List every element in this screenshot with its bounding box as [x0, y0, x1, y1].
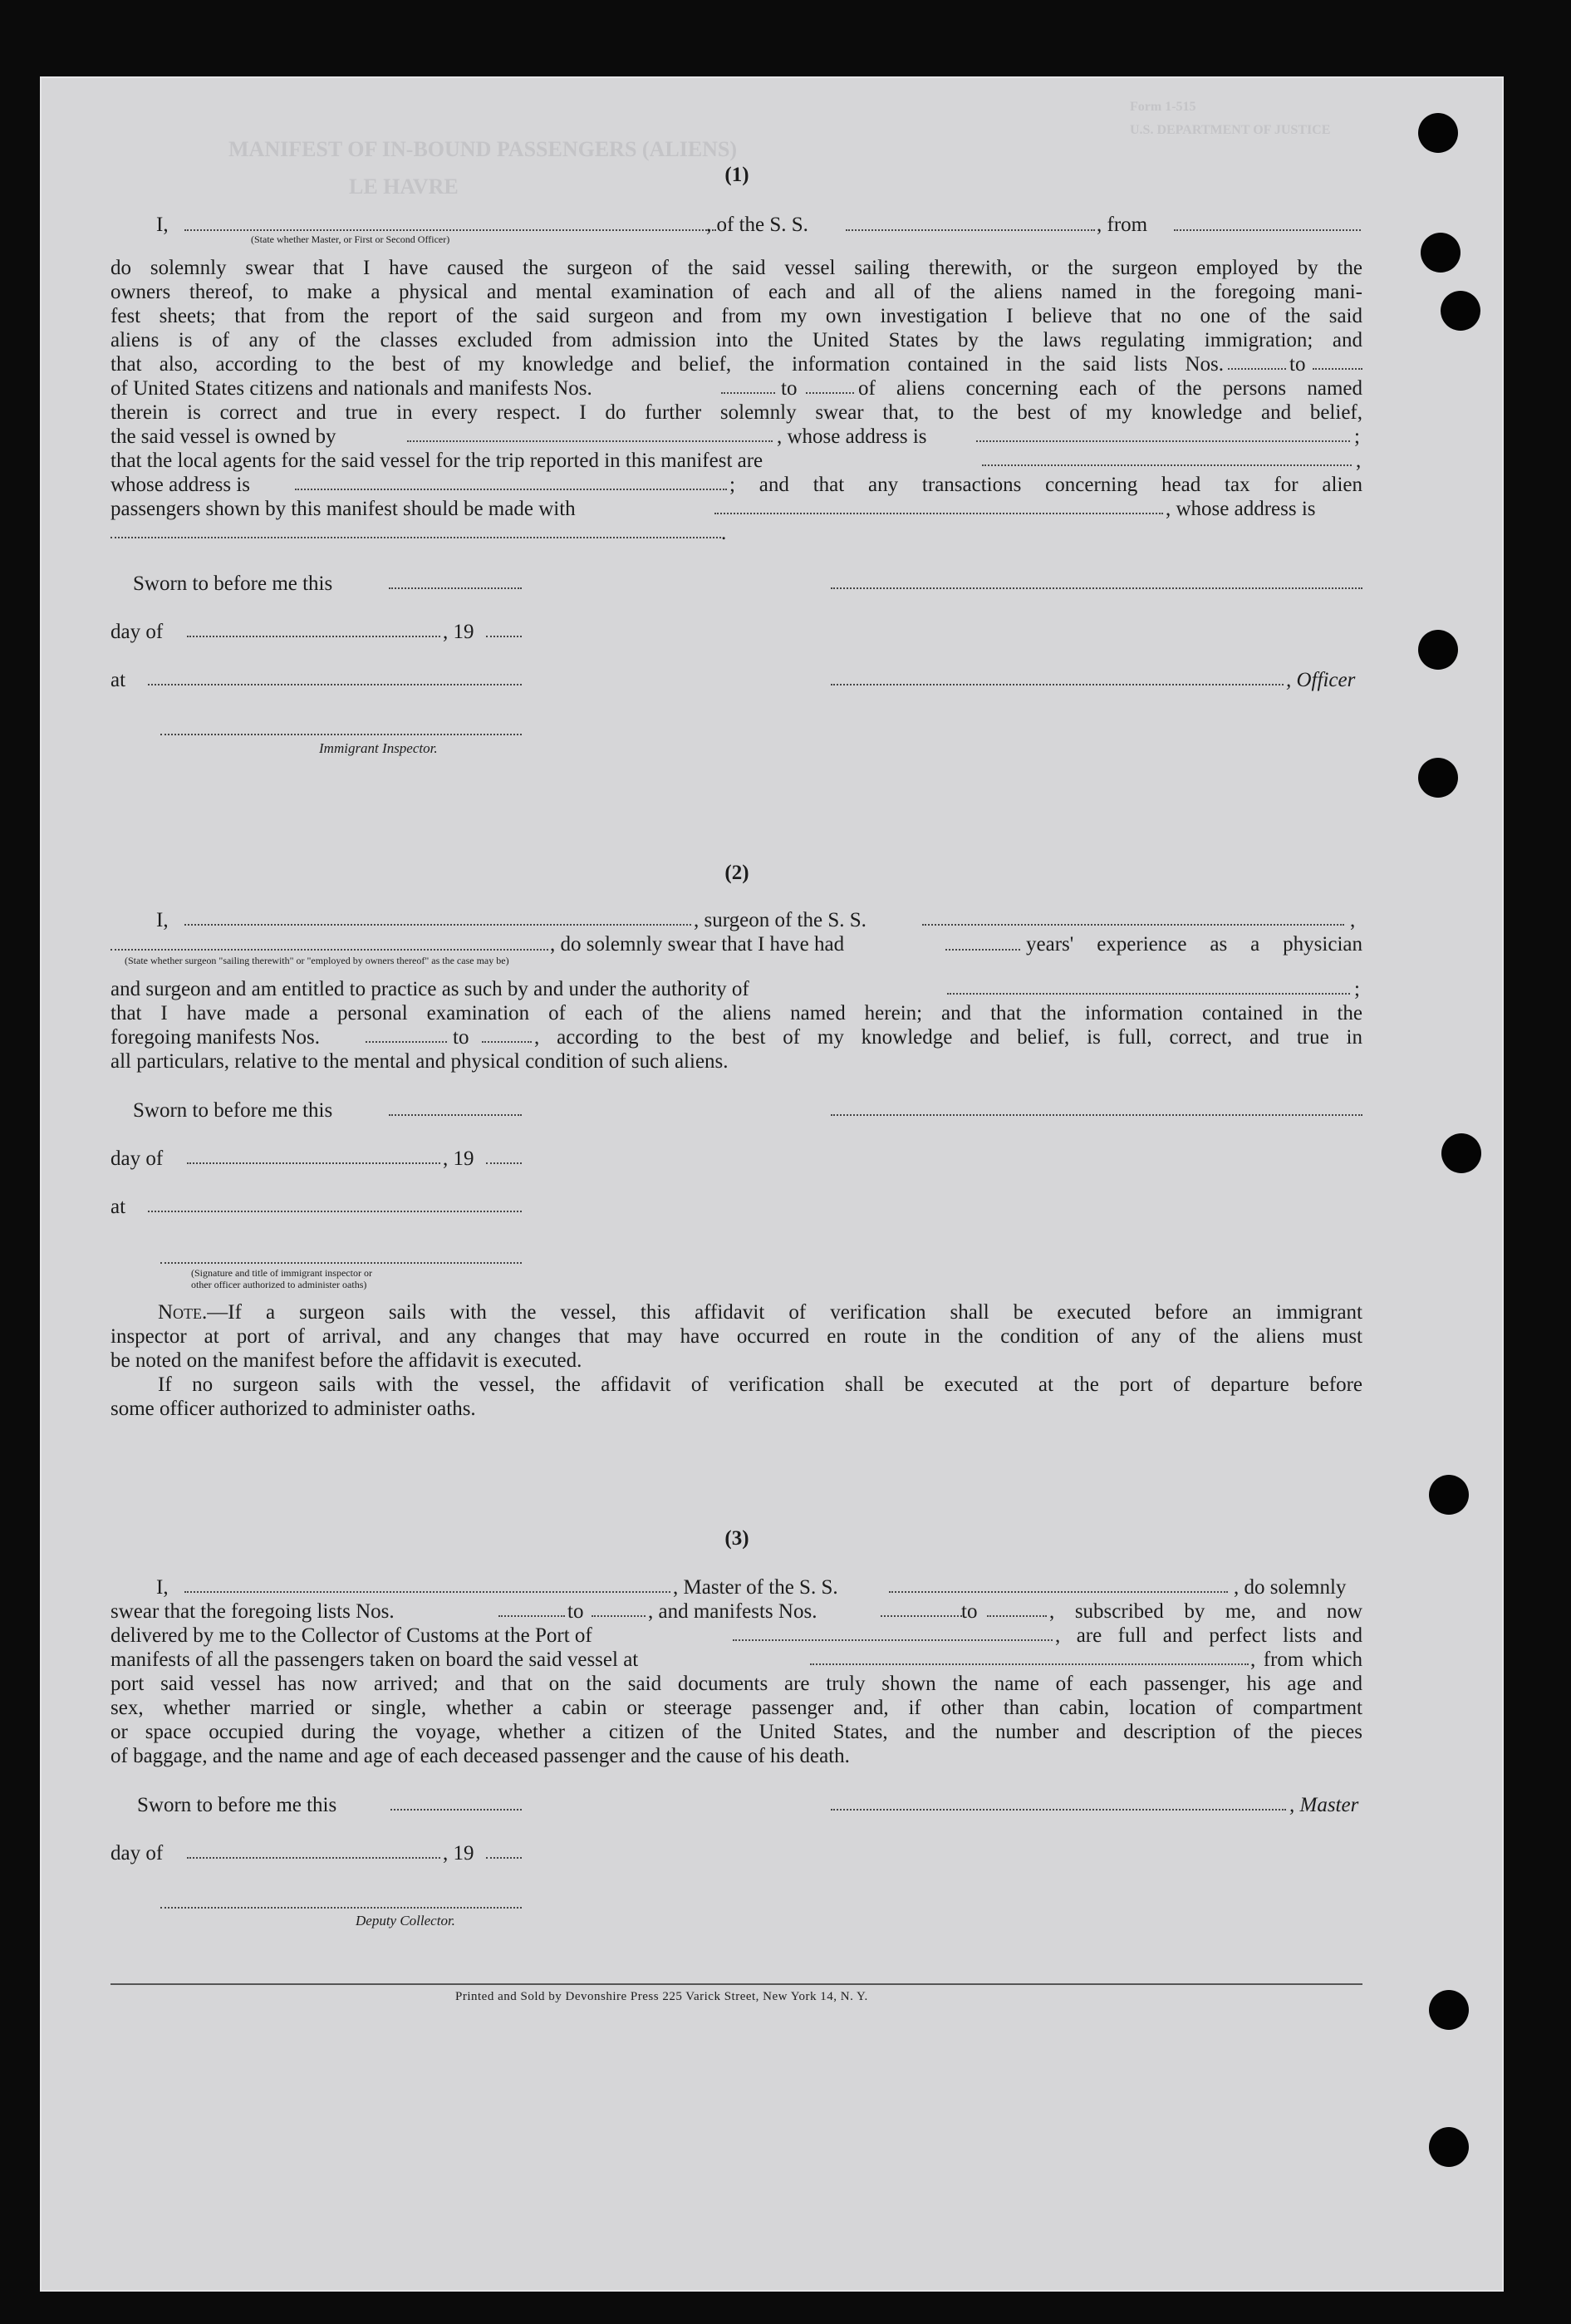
s3-line4a: manifests of all the passengers taken on board the said vessel at: [110, 1648, 639, 1671]
s2-line2a: , do solemnly swear that I have had: [550, 933, 845, 956]
s3-day-of-label: day of: [110, 1842, 164, 1865]
s1-line7: therein is correct and true in every respect. I do further solemnly swear that, to the best of my knowledge and belief,: [110, 401, 1362, 424]
binder-hole: [1441, 291, 1480, 331]
s3-embark-port-field[interactable]: [810, 1663, 1249, 1665]
s1-month-field[interactable]: [187, 636, 440, 637]
s2-line1c: ,: [1350, 909, 1356, 931]
s2-note-text: —If a surgeon sails with the vessel, this affidavit of verification shall be executed before an immigrant: [207, 1301, 1362, 1324]
s1-line8c: ;: [1354, 425, 1360, 448]
s3-lists-to-field[interactable]: [592, 1615, 646, 1617]
s3-port-field[interactable]: [733, 1639, 1053, 1641]
s2-vessel-field[interactable]: [922, 924, 1344, 926]
s3-body-line: or space occupied during the voyage, whether a citizen of the United States, and the number and description of the pieces: [110, 1721, 1362, 1743]
s1-inspector-caption: Immigrant Inspector.: [319, 740, 438, 756]
s1-line8b: , whose address is: [777, 425, 927, 448]
s3-manifests-to-field[interactable]: [987, 1615, 1047, 1617]
binder-hole: [1418, 758, 1458, 798]
s2-note-line1: [158, 1300, 1362, 1325]
printer-imprint: Printed and Sold by Devonshire Press 225 Varick Street, New York 14, N. Y.: [455, 1990, 868, 2003]
s2-day-of-label: day of: [110, 1147, 164, 1170]
s1-line10a: whose address is: [110, 474, 251, 496]
s2-note-line5: some officer authorized to administer oaths.: [110, 1398, 476, 1420]
s3-body-line: port said vessel has now arrived; and that on the said documents are truly shown the name of each passenger, his age and: [110, 1673, 1362, 1695]
s2-year-label: , 19: [443, 1147, 474, 1170]
s3-line4b: , from which: [1250, 1648, 1362, 1671]
section-1-number: (1): [724, 164, 749, 186]
section-2-number: (2): [724, 862, 749, 884]
s1-line9b: ,: [1356, 450, 1362, 472]
faded-header-title: MANIFEST OF IN-BOUND PASSENGERS (ALIENS): [228, 137, 738, 161]
s1-owner-address-field[interactable]: [976, 440, 1350, 442]
s1-line6c: of aliens concerning each of the persons named: [858, 377, 1362, 400]
s1-lists-from-field[interactable]: [1228, 368, 1286, 370]
s3-master-signature-field[interactable]: [831, 1809, 1286, 1811]
footer-rule: [110, 1983, 1362, 1985]
s3-collector-signature-field[interactable]: [160, 1907, 522, 1909]
s2-authority-field[interactable]: [947, 993, 1350, 995]
s2-month-field[interactable]: [187, 1162, 440, 1164]
s2-line3a: and surgeon and am entitled to practice as such by and under the authority of: [110, 978, 749, 1000]
s3-master-label: , Master: [1289, 1794, 1359, 1816]
s1-officer-title-field[interactable]: [831, 684, 1284, 685]
binder-hole: [1429, 1990, 1469, 2030]
s2-note-line3: be noted on the manifest before the affidavit is executed.: [110, 1349, 582, 1372]
s1-line6a: of United States citizens and nationals and manifests Nos.: [110, 377, 592, 400]
s1-line8a: the said vessel is owned by: [110, 425, 336, 448]
s1-line11b: , whose address is: [1166, 498, 1316, 520]
s1-lists-to-field[interactable]: [1313, 368, 1362, 370]
s1-officer-name-field[interactable]: [184, 229, 716, 231]
binder-hole: [1421, 233, 1461, 273]
s1-sworn-label: Sworn to before me this: [133, 572, 333, 595]
s2-year-field[interactable]: [486, 1162, 522, 1164]
s3-line1a: I,: [156, 1576, 169, 1599]
s2-line6: all particulars, relative to the mental and physical condition of such aliens.: [110, 1050, 729, 1073]
s1-year-field[interactable]: [486, 636, 522, 637]
s2-at-label: at: [110, 1196, 126, 1218]
s3-line1b: , Master of the S. S.: [673, 1576, 838, 1599]
s3-vessel-field[interactable]: [889, 1591, 1228, 1593]
s3-body-line: sex, whether married or single, whether a cabin or steerage passenger and, if other than cabin, location of compartment: [110, 1697, 1362, 1719]
s1-body-line: fest sheets; that from the report of the said surgeon and from my own investigation I believe that no one of the said: [110, 305, 1362, 327]
s3-year-label: , 19: [443, 1842, 474, 1865]
s3-sworn-label: Sworn to before me this: [137, 1794, 337, 1816]
s1-head-tax-field[interactable]: [714, 513, 1163, 514]
binder-hole: [1429, 2127, 1469, 2167]
s2-line5c: , according to the best of my knowledge and belief, is full, correct, and true in: [534, 1026, 1362, 1049]
s1-officer-signature-field[interactable]: [831, 587, 1362, 589]
s2-note-line4: If no surgeon sails with the vessel, the affidavit of verification shall be executed at the port of departure before: [158, 1373, 1362, 1396]
s2-line1b: , surgeon of the S. S.: [694, 909, 867, 931]
s2-line5-to: to: [453, 1026, 469, 1049]
s2-signature-note: (Signature and title of immigrant inspector or: [191, 1267, 372, 1279]
s2-inspector-signature-field[interactable]: [160, 1262, 522, 1264]
s3-month-field[interactable]: [187, 1857, 440, 1859]
s1-body-line: owners thereof, to make a physical and mental examination of each and all of the aliens named in the foregoing mani-: [110, 281, 1362, 303]
s2-line2b: years' experience as a physician: [1026, 933, 1362, 956]
s1-agents-field[interactable]: [982, 464, 1352, 466]
s2-sworn-label: Sworn to before me this: [133, 1099, 333, 1122]
binder-hole: [1418, 630, 1458, 670]
s2-note-label: Note.: [158, 1301, 208, 1324]
s1-sworn-day-field[interactable]: [389, 587, 522, 589]
s3-deputy-caption: Deputy Collector.: [356, 1913, 455, 1928]
s1-year-label: , 19: [443, 621, 474, 643]
s1-line6-to: to: [781, 377, 798, 400]
s1-line5-to: to: [1289, 353, 1306, 376]
s1-from: , from: [1097, 214, 1148, 236]
s1-officer-label: , Officer: [1286, 669, 1356, 691]
s2-years-field[interactable]: [945, 949, 1020, 951]
s1-line11a: passengers shown by this manifest should be made with: [110, 498, 576, 520]
s1-vessel-field[interactable]: [846, 229, 1095, 231]
s1-at-label: at: [110, 669, 126, 691]
s3-line1c: , do solemnly: [1234, 1576, 1347, 1599]
s1-at-field[interactable]: [148, 684, 522, 685]
s2-manifests-from-field[interactable]: [366, 1041, 447, 1043]
s1-opening-I: I,: [156, 214, 169, 236]
s1-of-ss: , of the S. S.: [706, 214, 808, 236]
binder-hole: [1429, 1475, 1469, 1515]
s1-manifests-from-field[interactable]: [721, 392, 775, 394]
s2-surgeon-status-field[interactable]: [110, 949, 548, 951]
s1-line12: .: [721, 522, 727, 544]
s3-line2e: , subscribed by me, and now: [1049, 1600, 1362, 1623]
s1-line5: that also, according to the best of my knowledge and belief, the information contained in the said lists Nos.: [110, 353, 1224, 376]
s2-line3b: ;: [1354, 978, 1360, 1000]
binder-hole: [1441, 1133, 1481, 1173]
s1-line10b: ; and that any transactions concerning head tax for alien: [729, 474, 1362, 496]
s2-sworn-day-field[interactable]: [389, 1114, 522, 1116]
s2-surgeon-signature-field[interactable]: [831, 1114, 1362, 1116]
faded-header-note: U.S. DEPARTMENT OF JUSTICE: [1130, 123, 1331, 137]
s3-line3b: , are full and perfect lists and: [1055, 1624, 1362, 1647]
faded-header-port: LE HAVRE: [349, 174, 459, 199]
s1-from-field[interactable]: [1174, 229, 1361, 231]
s3-manifests-from-field[interactable]: [881, 1615, 962, 1617]
s3-line8: of baggage, and the name and age of each deceased passenger and the cause of his death.: [110, 1745, 850, 1767]
s3-line2a: swear that the foregoing lists Nos.: [110, 1600, 395, 1623]
s3-line2-to2: to: [961, 1600, 978, 1623]
s2-surgeon-name-field[interactable]: [184, 924, 691, 926]
s3-master-name-field[interactable]: [184, 1591, 670, 1593]
s2-line5a: foregoing manifests Nos.: [110, 1026, 321, 1049]
s1-body-line: aliens is of any of the classes excluded from admission into the United States by the laws regulating immigration; and: [110, 329, 1362, 351]
s3-line2-to: to: [567, 1600, 584, 1623]
s2-line1a: I,: [156, 909, 169, 931]
s1-day-of-label: day of: [110, 621, 164, 643]
s3-year-field[interactable]: [486, 1857, 522, 1859]
faded-header-note: Form 1-515: [1130, 100, 1196, 114]
s2-note-line2: inspector at port of arrival, and any changes that may have occurred en route in the condition of any of the aliens must: [110, 1325, 1362, 1348]
s1-inspector-signature-field[interactable]: [160, 734, 522, 735]
s3-line2c: , and manifests Nos.: [648, 1600, 817, 1623]
s2-line4: that I have made a personal examination of each of the aliens named herein; and that the information contained in the: [110, 1002, 1362, 1024]
s2-manifests-to-field[interactable]: [482, 1041, 532, 1043]
s2-at-field[interactable]: [148, 1211, 522, 1212]
s1-head-tax-address-field[interactable]: [110, 537, 721, 538]
s1-manifests-to-field[interactable]: [806, 392, 854, 394]
binder-hole: [1418, 113, 1458, 153]
s1-owner-field[interactable]: [407, 440, 773, 442]
s1-agents-address-field[interactable]: [295, 489, 727, 490]
s1-line9a: that the local agents for the said vessel for the trip reported in this manifest are: [110, 450, 763, 472]
section-3-number: (3): [724, 1527, 749, 1550]
s3-sworn-day-field[interactable]: [390, 1809, 522, 1811]
s2-signature-note: other officer authorized to administer oaths): [191, 1279, 367, 1290]
s1-body-line: do solemnly swear that I have caused the surgeon of the said vessel sailing therewith, or the surgeon employed by the: [110, 257, 1362, 279]
s2-surgeon-note: (State whether surgeon "sailing therewith" or "employed by owners thereof" as the case may be): [125, 955, 509, 966]
s3-line3a: delivered by me to the Collector of Customs at the Port of: [110, 1624, 592, 1647]
s1-officer-note: (State whether Master, or First or Second Officer): [251, 233, 450, 245]
s3-lists-from-field[interactable]: [498, 1615, 565, 1617]
